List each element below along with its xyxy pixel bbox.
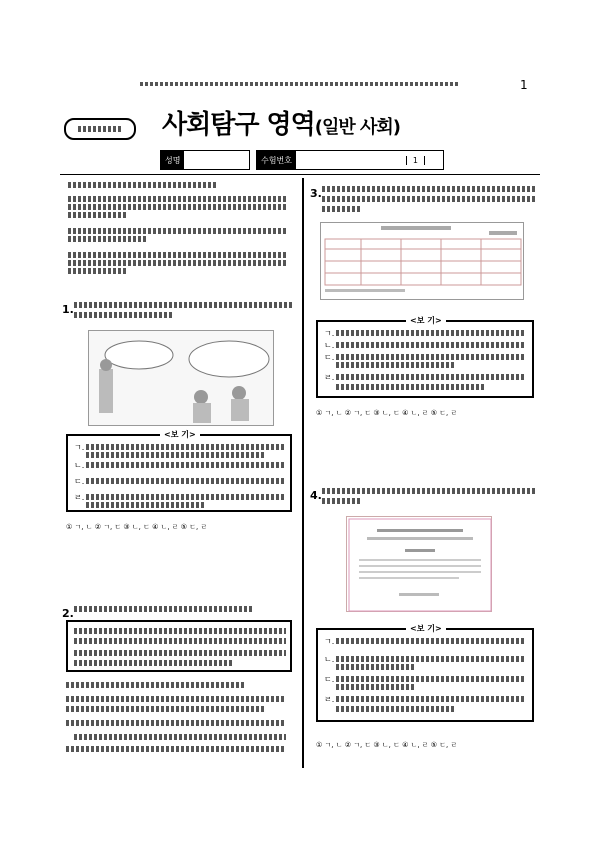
q3-option-d: ㄹ.	[324, 373, 335, 382]
question-2	[62, 602, 297, 621]
question-2-number: 2.	[62, 607, 74, 620]
question-4-answers: ① ㄱ, ㄴ ② ㄱ, ㄷ ③ ㄴ, ㄷ ④ ㄴ, ㄹ ⑤ ㄷ, ㄹ	[316, 741, 458, 749]
header-rule	[60, 174, 540, 175]
name-label: 성명	[161, 151, 184, 169]
question-4	[310, 484, 540, 503]
q4-option-c: ㄷ.	[324, 675, 335, 684]
question-2-passage-box	[66, 620, 292, 672]
classroom-illustration	[89, 331, 275, 427]
q1-option-c: ㄷ.	[74, 477, 85, 486]
exam-type-badge	[64, 118, 136, 140]
question-3-answers: ① ㄱ, ㄴ ② ㄱ, ㄷ ③ ㄴ, ㄷ ④ ㄴ, ㄹ ⑤ ㄷ, ㄹ	[316, 409, 458, 417]
statistics-table-graphic	[321, 223, 525, 301]
question-3-table	[320, 222, 524, 300]
grade-value: 1	[406, 156, 425, 165]
q4-option-b: ㄴ.	[324, 655, 335, 664]
number-label: 수험번호	[257, 151, 296, 169]
document-graphic	[347, 517, 493, 613]
question-3-choices-box	[316, 316, 534, 398]
question-1-choices-box	[66, 430, 292, 512]
question-4-number: 4.	[310, 489, 322, 502]
name-field	[160, 150, 250, 170]
question-3-box-title: <보 기>	[406, 315, 446, 326]
q3-option-b: ㄴ.	[324, 341, 335, 350]
column-divider	[302, 178, 304, 768]
question-1-answers: ① ㄱ, ㄴ ② ㄱ, ㄷ ③ ㄴ, ㄷ ④ ㄴ, ㄹ ⑤ ㄷ, ㄹ	[66, 523, 208, 531]
question-2-options	[66, 680, 292, 760]
question-3	[310, 182, 540, 201]
exam-header-text	[140, 80, 470, 86]
q4-option-a: ㄱ.	[324, 637, 335, 646]
question-1-illustration	[88, 330, 274, 426]
question-4-choices-box	[316, 624, 534, 722]
q4-option-d: ㄹ.	[324, 695, 335, 704]
q1-option-d: ㄹ.	[74, 493, 85, 502]
q3-option-c: ㄷ.	[324, 353, 335, 362]
question-1-box-title: <보 기>	[160, 429, 200, 440]
question-1	[62, 298, 297, 317]
page-number: 1	[520, 78, 528, 92]
q1-option-b: ㄴ.	[74, 461, 85, 470]
title-suffix: (일반 사회)	[314, 117, 401, 138]
question-1-number: 1.	[62, 303, 74, 316]
q1-option-a: ㄱ.	[74, 443, 85, 452]
q3-option-a: ㄱ.	[324, 329, 335, 338]
title-main: 사회탐구 영역	[162, 110, 315, 140]
question-3-number: 3.	[310, 187, 322, 200]
examinee-number-field	[256, 150, 444, 170]
question-4-box-title: <보 기>	[406, 623, 446, 634]
page-title	[162, 104, 400, 141]
question-4-document-image	[346, 516, 492, 612]
